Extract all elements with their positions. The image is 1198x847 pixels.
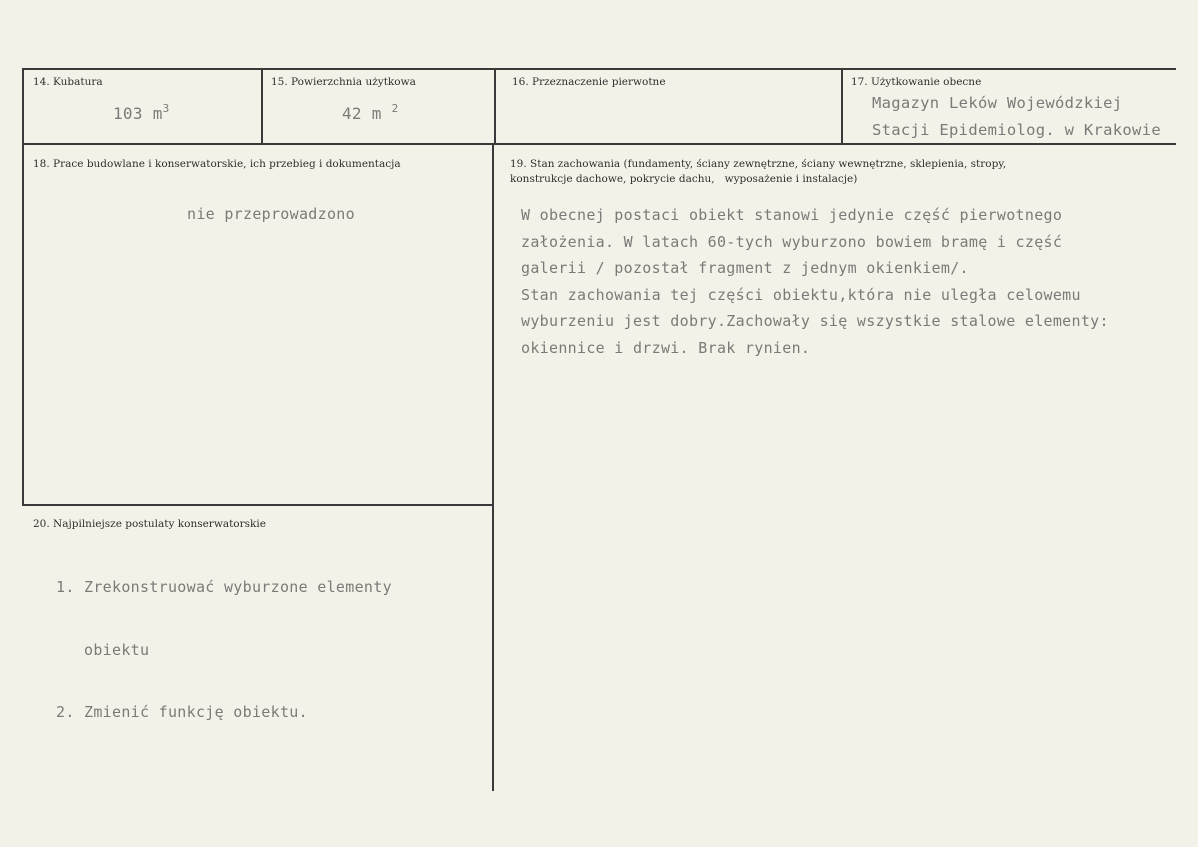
kubatura-value: [113, 102, 170, 123]
kubatura-label: 14. Kubatura: [33, 76, 103, 88]
uzytkowanie-line-1: Magazyn Leków Wojewódzkiej: [872, 94, 1123, 112]
stan-line-3: galerii / pozostał fragment z jednym okienkiem/.: [521, 259, 969, 277]
powierzchnia-exponent: 2: [391, 102, 399, 115]
kubatura-number: 103 m: [113, 104, 163, 123]
stan-line-2: założenia. W latach 60-tych wyburzono bowiem bramę i część: [521, 232, 1063, 251]
kubatura-exponent: 3: [162, 102, 170, 115]
postulaty-line-1: 1. Zrekonstruować wyburzone elementy: [56, 578, 392, 596]
stan-line-4: Stan zachowania tej części obiektu,która nie uległa celowemu: [521, 285, 1081, 304]
stan-value: [521, 202, 1109, 361]
stan-line-5: wyburzeniu jest dobry.Zachowały się wszystkie stalowe elementy:: [521, 312, 1109, 330]
row1-bottom-rule: [22, 143, 1176, 145]
prace-label: 18. Prace budowlane i konserwatorskie, ich przebieg i dokumentacja: [33, 158, 401, 170]
divider-16-17: [841, 68, 843, 144]
prace-value: nie przeprowadzono: [187, 205, 355, 223]
uzytkowanie-value: [872, 90, 1161, 143]
divider-14-15: [261, 68, 263, 144]
przeznaczenie-label: 16. Przeznaczenie pierwotne: [512, 76, 666, 88]
powierzchnia-label: 15. Powierzchnia użytkowa: [271, 76, 416, 88]
powierzchnia-number: 42 m: [342, 104, 382, 123]
top-rule: [22, 68, 1176, 70]
divider-15-16: [494, 68, 496, 144]
center-vertical-rule: [492, 143, 494, 791]
stan-label-line-2: konstrukcje dachowe, pokrycie dachu, wyposażenie i instalacje): [510, 173, 858, 185]
uzytkowanie-line-2: Stacji Epidemiolog. w Krakowie: [872, 120, 1161, 139]
stan-label-line-1: 19. Stan zachowania (fundamenty, ściany zewnętrzne, ściany wewnętrzne, sklepienia, stropy,: [510, 158, 1007, 170]
stan-line-6: okiennice i drzwi. Brak rynien.: [521, 338, 811, 357]
stan-line-1: W obecnej postaci obiekt stanowi jedynie część pierwotnego: [521, 206, 1063, 224]
row2-bottom-rule: [22, 504, 493, 506]
powierzchnia-value: [342, 102, 399, 123]
uzytkowanie-label: 17. Użytkowanie obecne: [851, 76, 982, 88]
postulaty-value: [56, 538, 392, 762]
postulaty-line-3: 2. Zmienić funkcję obiektu.: [56, 703, 308, 721]
postulaty-label: 20. Najpilniejsze postulaty konserwatorskie: [33, 518, 266, 530]
postulaty-line-2: obiektu: [56, 640, 150, 659]
left-rule: [22, 68, 24, 506]
